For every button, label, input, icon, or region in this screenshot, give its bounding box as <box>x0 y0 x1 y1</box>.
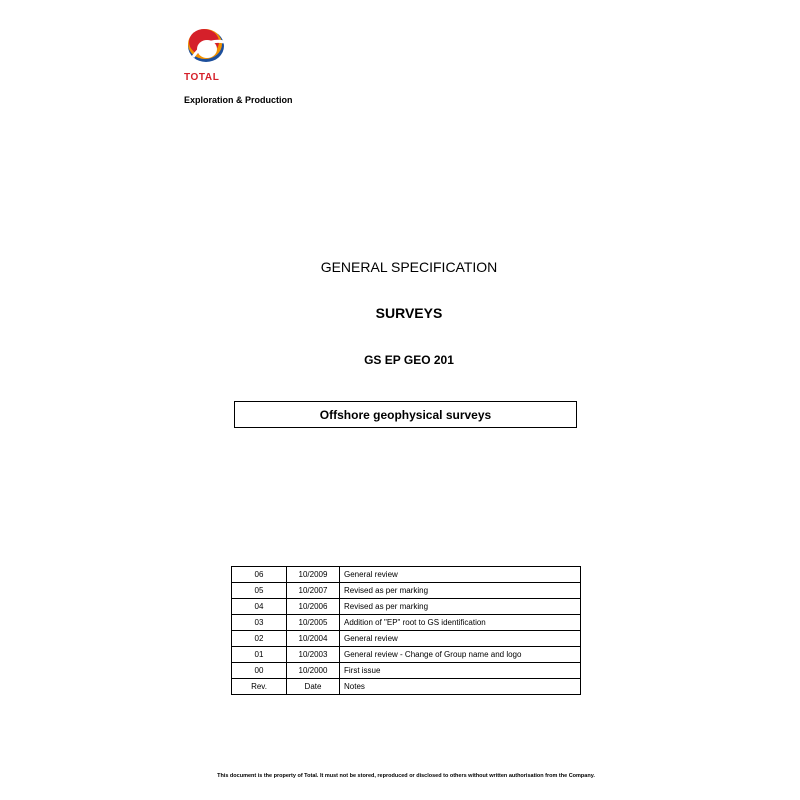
revision-notes: Revised as per marking <box>340 583 581 599</box>
revision-row <box>232 599 581 615</box>
division-name: Exploration & Production <box>184 95 293 105</box>
revision-number: 03 <box>232 615 287 631</box>
revision-notes: General review <box>340 567 581 583</box>
revision-row <box>232 663 581 679</box>
revision-number: 01 <box>232 647 287 663</box>
document-code: GS EP GEO 201 <box>364 353 454 367</box>
revision-number: 05 <box>232 583 287 599</box>
logo-wordmark: TOTAL <box>184 72 220 83</box>
revision-number: 06 <box>232 567 287 583</box>
revision-notes: General review <box>340 631 581 647</box>
revision-row <box>232 567 581 583</box>
revision-row <box>232 583 581 599</box>
revision-notes: First issue <box>340 663 581 679</box>
revision-date: 10/2005 <box>287 615 340 631</box>
revision-table-header <box>232 679 581 695</box>
revision-row <box>232 615 581 631</box>
revision-date: 10/2006 <box>287 599 340 615</box>
revision-date: 10/2009 <box>287 567 340 583</box>
revision-number: 00 <box>232 663 287 679</box>
revision-date: 10/2000 <box>287 663 340 679</box>
revision-number: 02 <box>232 631 287 647</box>
revision-notes: Addition of "EP" root to GS identification <box>340 615 581 631</box>
total-logo-icon <box>184 26 228 66</box>
document-subject: Offshore geophysical surveys <box>234 401 577 428</box>
revision-number: 04 <box>232 599 287 615</box>
revision-notes: Revised as per marking <box>340 599 581 615</box>
revision-date: 10/2003 <box>287 647 340 663</box>
document-title: SURVEYS <box>375 305 443 321</box>
revision-row <box>232 631 581 647</box>
revision-table <box>231 566 581 695</box>
revision-row <box>232 647 581 663</box>
revision-date: 10/2004 <box>287 631 340 647</box>
confidentiality-notice: This document is the property of Total. It must not be stored, reproduced or disclosed to others without written authorisation from the Company. <box>217 773 595 779</box>
revision-date: Date <box>287 679 340 695</box>
revision-notes: Notes <box>340 679 581 695</box>
document-type: GENERAL SPECIFICATION <box>320 259 498 275</box>
revision-notes: General review - Change of Group name and logo <box>340 647 581 663</box>
revision-date: 10/2007 <box>287 583 340 599</box>
revision-number: Rev. <box>232 679 287 695</box>
